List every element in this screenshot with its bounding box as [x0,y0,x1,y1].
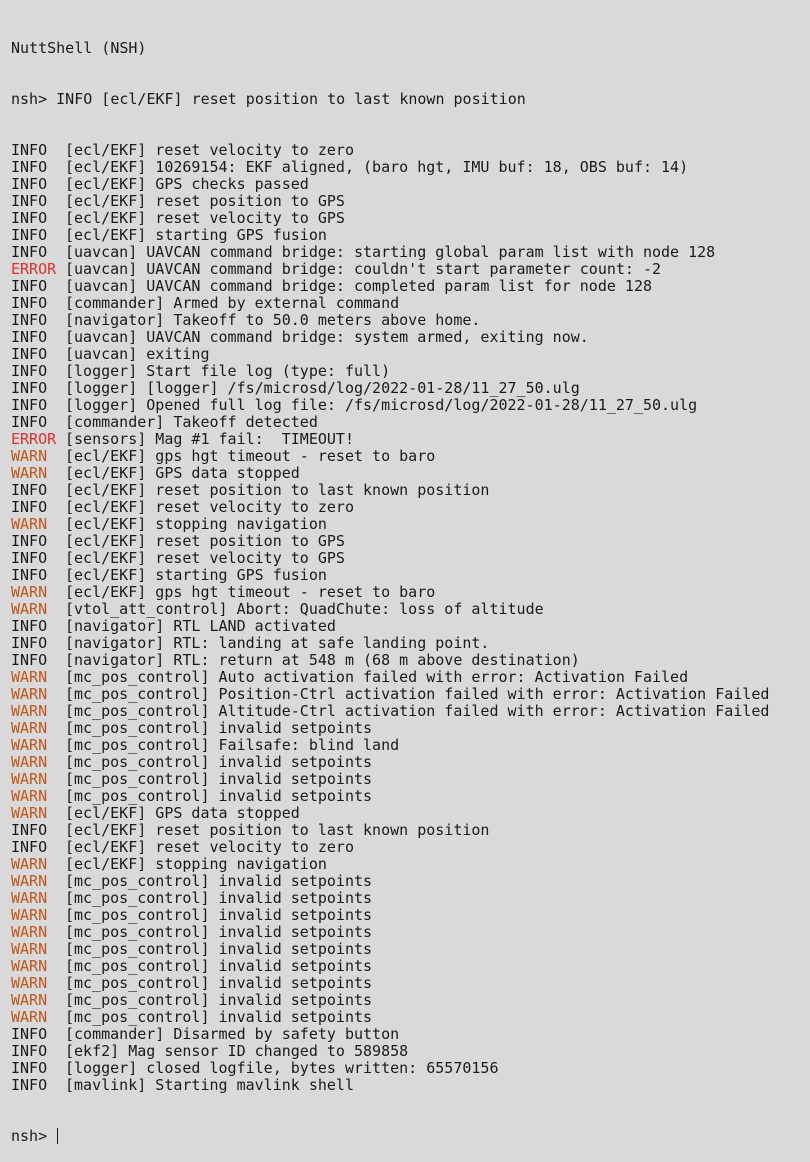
log-message: [ekf2] Mag sensor ID changed to 589858 [65,1042,409,1060]
log-message: [uavcan] UAVCAN command bridge: system armed, exiting now. [65,328,589,346]
log-line [11,856,810,873]
log-message: [mc_pos_control] invalid setpoints [65,906,373,924]
log-message: [ecl/EKF] GPS checks passed [65,175,309,193]
log-level: WARN [11,685,48,703]
log-line [11,363,810,380]
log-message: [logger] Start file log (type: full) [65,362,391,380]
log-level: WARN [11,702,48,720]
log-level: WARN [11,668,48,686]
log-level: INFO [11,226,48,244]
log-level: INFO [11,566,48,584]
log-line [11,788,810,805]
log-output [11,142,810,1094]
log-message: [ecl/EKF] GPS data stopped [65,804,300,822]
log-line [11,720,810,737]
log-message: [mc_pos_control] invalid setpoints [65,889,373,907]
log-level: INFO [11,362,48,380]
log-level: WARN [11,991,48,1009]
log-message: [ecl/EKF] reset position to GPS [65,532,345,550]
log-message: [uavcan] UAVCAN command bridge: couldn't start parameter count: -2 [65,260,662,278]
log-level: WARN [11,804,48,822]
log-level: INFO [11,175,48,193]
log-level: INFO [11,498,48,516]
log-line [11,380,810,397]
log-level: WARN [11,872,48,890]
log-level: WARN [11,787,48,805]
log-line [11,703,810,720]
log-message: [ecl/EKF] GPS data stopped [65,464,300,482]
log-level: WARN [11,583,48,601]
log-level: INFO [11,481,48,499]
log-level: INFO [11,634,48,652]
log-message: [navigator] Takeoff to 50.0 meters above home. [65,311,481,329]
log-line [11,805,810,822]
log-message: [ecl/EKF] gps hgt timeout - reset to baro [65,447,436,465]
log-line [11,312,810,329]
prompt-label: nsh> [11,90,57,108]
log-message: [mc_pos_control] invalid setpoints [65,974,373,992]
log-level: WARN [11,906,48,924]
log-message: [ecl/EKF] gps hgt timeout - reset to baro [65,583,436,601]
log-line [11,516,810,533]
log-line [11,1077,810,1094]
log-message: [mc_pos_control] invalid setpoints [65,940,373,958]
log-line [11,329,810,346]
log-line [11,924,810,941]
log-level: INFO [11,158,48,176]
log-message: [uavcan] exiting [65,345,210,363]
log-line [11,958,810,975]
log-line [11,941,810,958]
log-level: INFO [11,294,48,312]
log-message: [vtol_att_control] Abort: QuadChute: loss of altitude [65,600,544,618]
log-level: WARN [11,447,48,465]
log-level: WARN [11,753,48,771]
log-line [11,1043,810,1060]
log-line [11,465,810,482]
log-level: INFO [11,1076,48,1094]
log-message: [ecl/EKF] reset velocity to zero [65,838,354,856]
log-line [11,873,810,890]
log-message: [commander] Takeoff detected [65,413,318,431]
log-line [11,210,810,227]
log-message: [ecl/EKF] reset position to last known position [65,821,490,839]
log-line [11,431,810,448]
log-level: INFO [11,821,48,839]
log-line [11,890,810,907]
log-level: WARN [11,1008,48,1026]
log-message: [ecl/EKF] starting GPS fusion [65,226,327,244]
log-line [11,771,810,788]
log-line [11,550,810,567]
log-message: [ecl/EKF] reset velocity to GPS [65,549,345,567]
log-message: [ecl/EKF] reset velocity to GPS [65,209,345,227]
log-line [11,482,810,499]
log-message: [mc_pos_control] invalid setpoints [65,923,373,941]
log-line [11,686,810,703]
log-line [11,499,810,516]
log-message: [mc_pos_control] invalid setpoints [65,872,373,890]
log-level: INFO [11,1059,48,1077]
log-level: INFO [56,90,93,108]
log-message: [commander] Disarmed by safety button [65,1025,400,1043]
log-level: WARN [11,940,48,958]
shell-title: NuttShell (NSH) [11,39,147,57]
log-line [11,1060,810,1077]
log-level: INFO [11,192,48,210]
log-line [11,295,810,312]
log-line [11,754,810,771]
log-level: INFO [11,1025,48,1043]
log-line [11,822,810,839]
log-message: [mc_pos_control] invalid setpoints [65,991,373,1009]
log-message: [logger] [logger] /fs/microsd/log/2022-01-28/11_27_50.ulg [65,379,580,397]
log-message: [ecl/EKF] reset position to last known position [92,90,526,108]
log-line [11,737,810,754]
log-message: [ecl/EKF] reset velocity to zero [65,141,354,159]
log-level: WARN [11,736,48,754]
log-level: INFO [11,345,48,363]
log-message: [navigator] RTL LAND activated [65,617,336,635]
log-message: [commander] Armed by external command [65,294,400,312]
log-line [11,193,810,210]
log-message: [ecl/EKF] stopping navigation [65,855,327,873]
log-message: [logger] closed logfile, bytes written: 65570156 [65,1059,499,1077]
log-message: [mc_pos_control] invalid setpoints [65,770,373,788]
log-level: INFO [11,396,48,414]
log-message: [mc_pos_control] invalid setpoints [65,1008,373,1026]
log-level: WARN [11,770,48,788]
log-line [11,261,810,278]
log-line [11,839,810,856]
log-message: [mc_pos_control] Altitude-Ctrl activation failed with error: Activation Failed [65,702,770,720]
log-line [11,635,810,652]
log-message: [mc_pos_control] invalid setpoints [65,719,373,737]
log-line [11,907,810,924]
log-line [11,584,810,601]
log-message: [ecl/EKF] stopping navigation [65,515,327,533]
log-line [11,992,810,1009]
log-message: [navigator] RTL: landing at safe landing point. [65,634,490,652]
log-line [11,601,810,618]
log-line [11,278,810,295]
log-level: WARN [11,464,48,482]
log-line [11,244,810,261]
text-cursor [57,1128,58,1144]
log-level: INFO [11,413,48,431]
prompt-line[interactable] [11,1128,810,1145]
log-message: [mc_pos_control] invalid setpoints [65,957,373,975]
log-level: INFO [11,141,48,159]
log-level: WARN [11,974,48,992]
log-level: WARN [11,957,48,975]
log-message: [ecl/EKF] reset position to last known position [65,481,490,499]
log-level: INFO [11,379,48,397]
log-line [11,142,810,159]
log-message: [logger] Opened full log file: /fs/microsd/log/2022-01-28/11_27_50.ulg [65,396,698,414]
log-line [11,346,810,363]
log-line [11,397,810,414]
log-level: WARN [11,855,48,873]
log-message: [uavcan] UAVCAN command bridge: completed param list for node 128 [65,277,652,295]
log-line [11,176,810,193]
log-level: ERROR [11,260,57,278]
log-level: INFO [11,243,48,261]
log-line [11,618,810,635]
log-message: [mc_pos_control] invalid setpoints [65,787,373,805]
log-level: INFO [11,311,48,329]
log-line [11,159,810,176]
log-level: WARN [11,515,48,533]
log-line [11,414,810,431]
log-line [11,227,810,244]
log-message: [mavlink] Starting mavlink shell [65,1076,354,1094]
log-message: [mc_pos_control] Position-Ctrl activation failed with error: Activation Failed [65,685,770,703]
log-message: [mc_pos_control] invalid setpoints [65,753,373,771]
log-level: WARN [11,600,48,618]
log-level: INFO [11,651,48,669]
log-level: INFO [11,549,48,567]
log-line [11,975,810,992]
log-message: [mc_pos_control] Failsafe: blind land [65,736,400,754]
log-message: [ecl/EKF] starting GPS fusion [65,566,327,584]
log-message: [ecl/EKF] reset position to GPS [65,192,345,210]
log-message: [uavcan] UAVCAN command bridge: starting global param list with node 128 [65,243,716,261]
log-level: INFO [11,838,48,856]
log-message: [navigator] RTL: return at 548 m (68 m above destination) [65,651,580,669]
log-level: INFO [11,1042,48,1060]
log-level: INFO [11,209,48,227]
log-level: INFO [11,532,48,550]
log-line [11,652,810,669]
log-message: [ecl/EKF] 10269154: EKF aligned, (baro hgt, IMU buf: 18, OBS buf: 14) [65,158,689,176]
log-line [11,448,810,465]
log-level: INFO [11,617,48,635]
log-line [11,533,810,550]
log-line [11,1009,810,1026]
log-line [11,567,810,584]
log-message: [ecl/EKF] reset velocity to zero [65,498,354,516]
log-level: WARN [11,889,48,907]
log-line [11,1026,810,1043]
log-level: WARN [11,719,48,737]
log-level: ERROR [11,430,57,448]
log-message: [sensors] Mag #1 fail: TIMEOUT! [65,430,354,448]
log-level: INFO [11,277,48,295]
log-line [11,669,810,686]
log-level: WARN [11,923,48,941]
prompt-label: nsh> [11,1127,57,1145]
log-level: INFO [11,328,48,346]
log-message: [mc_pos_control] Auto activation failed with error: Activation Failed [65,668,689,686]
first-prompt-line [11,91,810,108]
